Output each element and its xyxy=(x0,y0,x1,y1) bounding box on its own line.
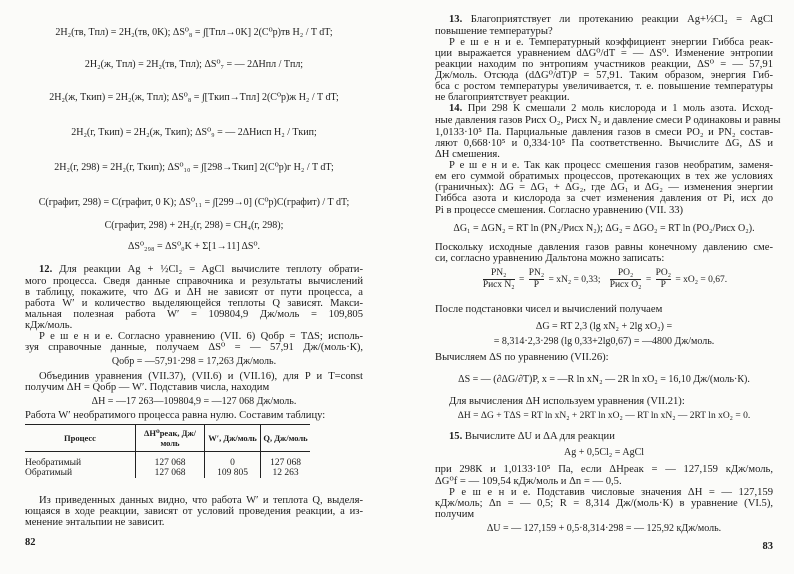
text-line: повышение температуры? xyxy=(435,26,553,37)
text-line: работа W′ и количество выделяющейся теплоты Q зависят. Макси- xyxy=(25,298,363,309)
text-line: ем его суммой обратимых процессов, протекающих в тех же условиях xyxy=(435,171,773,182)
text-line: ные давления газов Pисх O₂, Pисх N₂ и давление смеси P одинаковы и равны xyxy=(435,115,781,126)
fraction xyxy=(656,268,671,291)
column-header: ΔH⁰реак, Дж/моль xyxy=(136,425,205,452)
formula: 2H₂(г, 298) = 2H₂(г, Tкип); ΔS⁰₁₀ = ∫[298→Tкип] 2(C⁰p)г H₂ / T dT; xyxy=(54,162,334,173)
text-line: ляют 0,668·10⁵ и 0,334·10⁵ Па соответственно. Вычислите ΔG, ΔS и xyxy=(435,138,773,149)
denominator: P xyxy=(533,280,540,291)
equation: ΔH = ΔG + TΔS = RT ln xN₂ + 2RT ln xO₂ — RT ln xN₂ — 2RT ln xO₂ = 0. xyxy=(457,411,751,421)
cell: 109 805 xyxy=(205,468,261,478)
formula: C(графит, 298) + 2H₂(г, 298) = CH₄(г, 298); xyxy=(104,220,284,231)
equation: = 8,314·2,3·298 (lg 0,33+2lg0,67) = —4800 Дж/моль. xyxy=(493,336,715,347)
denominator: Pисх O₂ xyxy=(609,280,642,291)
cell: Обратимый xyxy=(25,468,73,478)
result: = xO₂ = 0,67. xyxy=(675,275,728,285)
text-line: зуя справочные данные, получаем ΔS⁰ = — 57,91 Дж/(моль·К), xyxy=(25,342,363,353)
text-line: получим ΔH = Qобр — W′. Подставив числа, находим xyxy=(25,382,270,393)
text-line: кДж/моль; Δn = — 0,5; R = 8,314 Дж/(моль·К) в уравнение (VI.5), xyxy=(435,498,773,509)
numerator: PO₂ xyxy=(655,268,672,279)
text-line: Дж/моль. Отсюда (dΔG⁰/dT)P = 57,91. Таким образом, энергия Гиб- xyxy=(435,70,773,81)
problem-number: 12. xyxy=(39,264,53,275)
numerator: PN₂ xyxy=(483,268,515,280)
table-row xyxy=(25,452,310,469)
numerator: PN₂ xyxy=(528,268,545,279)
text-line: менение энтальпии не зависит. xyxy=(25,517,165,528)
problem-number: 15. xyxy=(449,431,463,442)
cell: 12 263 xyxy=(261,468,311,478)
problem-number: 13. xyxy=(449,14,463,25)
text-line: Объединив уравнения (VII.37), (VII.6) и (VII.16), для P и T=const xyxy=(39,371,363,382)
formula: 2H₂(тв, Tпл) = 2H₂(тв, 0K); ΔS⁰₈ = ∫[Tпл→0K] 2(C⁰p)тв H₂ / T dT; xyxy=(55,27,333,38)
right-page xyxy=(435,0,781,574)
text-line: Р е ш е н и е. Так как процесс смешения газов необратим, заменя- xyxy=(449,160,773,171)
column-header: Процесс xyxy=(25,425,136,452)
text-line: реакции находим по энтропиям участников реакции, ΔS⁰ = — 57,91 xyxy=(435,59,773,70)
text-line: Р е ш е н и е. Подставив числовые значения ΔH = — 127,159 xyxy=(449,487,773,498)
equation: ΔG = RT 2,3 (lg xN₂ + 2lg xO₂) = xyxy=(535,321,673,332)
formula: 2H₂(ж, Tпл) = 2H₂(тв, Tпл); ΔS⁰₇ = — 2ΔHпл / Tпл; xyxy=(84,59,304,70)
text-line: Для вычисления ΔH используем уравнения (VII.21): xyxy=(449,396,685,407)
text: При 298 К смешали 2 моль кислорода и 1 моль азота. Исход- xyxy=(467,103,773,114)
page-number: 82 xyxy=(25,537,36,548)
table-header xyxy=(25,425,310,452)
page-number: 83 xyxy=(762,541,773,552)
result: = xN₂ = 0,33; xyxy=(548,275,601,285)
text-line: бса с ростом температуры увеличивается, т. е. повышение температуры xyxy=(435,81,773,92)
text-line: мого процесса. Сведя данные справочника и результаты вычислений xyxy=(25,276,363,287)
problem-number: 14. xyxy=(449,103,463,114)
numerator: PO₂ xyxy=(610,268,642,280)
problem-13-line xyxy=(435,14,773,25)
denominator: Pисх N₂ xyxy=(482,280,515,291)
denominator: P xyxy=(660,280,666,291)
text-line: Гиббса азота и кислорода за счет изменения давления от Pi, исх до xyxy=(435,193,773,204)
text-line: получим xyxy=(435,509,475,520)
text-line: После подстановки чисел и вычислений получаем xyxy=(435,304,663,315)
equation: Qобр = —57,91·298 = 17,263 Дж/моль. xyxy=(111,356,277,367)
text-line: Из приведенных данных видно, что работа W′ и теплота Q, выделя- xyxy=(39,495,363,506)
text-line: Pi в процессе смешения. Согласно уравнению (VII. 33) xyxy=(435,205,684,216)
left-page xyxy=(25,0,363,574)
fraction xyxy=(610,268,642,291)
text-line: ющаяся в ходе реакции, зависят от условий проведения реакции, а из- xyxy=(25,506,363,517)
text: Вычислите ΔU и ΔA для реакции xyxy=(464,431,615,442)
formula: 2H₂(г, Tкип) = 2H₂(ж, Tкип); ΔS⁰₉ = — 2ΔHисп H₂ / Tкип; xyxy=(71,127,317,138)
column-header: Q, Дж/моль xyxy=(261,425,311,452)
problem-12-line xyxy=(25,264,363,275)
text-line: ΔG⁰f = — 109,54 кДж/моль и Δn = — 0,5. xyxy=(435,476,622,487)
text: Благоприятствует ли протеканию реакции Ag+½Cl₂ = AgCl xyxy=(470,14,773,25)
text-line: Вычисляем ΔS по уравнению (VII.26): xyxy=(435,352,609,363)
formula: ΔS⁰₂₉₈ = ΔS⁰₀K + Σ[1→11] ΔS⁰. xyxy=(127,241,260,252)
cell: 127 068 xyxy=(261,452,311,469)
text-line: 1,0133·10⁵ Па. Парциальные давления газов в смеси PO₂ и PN₂ состав- xyxy=(435,127,773,138)
table-row xyxy=(25,468,310,478)
text-line: Работа W′ необратимого процесса равна нулю. Составим таблицу: xyxy=(25,410,326,421)
text-line: мальная полезная работа W′ = 109804,9 Дж/моль = 109,805 xyxy=(25,309,363,320)
equation: Ag + 0,5Cl₂ = AgCl xyxy=(563,447,645,458)
problem-15-line xyxy=(435,431,773,442)
text-line: ции выражается уравнением dΔG⁰/dT = — ΔS⁰. Изменение энтропии xyxy=(435,48,773,59)
cell: 127 068 xyxy=(136,452,205,469)
cell: 127 068 xyxy=(136,468,205,478)
cell: 0 xyxy=(205,452,261,469)
text: Для реакции Ag + ½Cl₂ = AgCl вычислите теплоту обрати- xyxy=(59,264,363,275)
text-line: ΔH смешения. xyxy=(435,149,500,160)
text-line: при 298К и 1,0133·10⁵ Па, если ΔHреак = — 127,159 кДж/моль, xyxy=(435,464,773,475)
text-line: в таблицу, покажите, что ΔG и ΔH не зависят от пути процесса, а xyxy=(25,287,363,298)
text-line: Р е ш е н и е. Температурный коэффициент энергии Гиббса реак- xyxy=(449,37,773,48)
cell: Необратимый xyxy=(25,458,82,468)
equation: ΔS = — (∂ΔG/∂T)P, x = —R ln xN₂ — 2R ln xO₂ = 16,10 Дж/(моль·К). xyxy=(458,374,750,385)
column-header: W′, Дж/моль xyxy=(205,425,261,452)
equation: ΔG₁ = ΔGN₂ = RT ln (PN₂/Pисх N₂); ΔG₂ = ΔGO₂ = RT ln (PO₂/Pисх O₂). xyxy=(453,223,755,234)
fraction xyxy=(483,268,515,291)
text-line: Поскольку исходные давления газов равны конечному давлению сме- xyxy=(435,242,773,253)
equation: ΔU = — 127,159 + 0,5·8,314·298 = — 125,92 кДж/моль. xyxy=(486,523,722,534)
fraction xyxy=(529,268,544,291)
results-table xyxy=(25,424,310,478)
text-line: кДж/моль. xyxy=(25,320,73,331)
formula: 2H₂(ж, Tкип) = 2H₂(ж, Tпл); ΔS⁰₈ = ∫[Tкип→Tпл] 2(C⁰p)ж H₂ / T dT; xyxy=(49,92,339,103)
text-line: не благоприятствует реакции. xyxy=(435,92,570,103)
text-line: (граничных): ΔG = ΔG₁ + ΔG₂, где ΔG₁ и ΔG₂ — изменения энергии xyxy=(435,182,773,193)
text-line: си, согласно уравнению Дальтона можно записать: xyxy=(435,253,665,264)
text-line: Р е ш е н и е. Согласно уравнению (VII. 6) Qобр = TΔS; исполь- xyxy=(39,331,363,342)
dalton-equation: $\frac{\text{PN₂}}{\text{Pисх N₂}}$ = $\frac{\text{PN₂}}{P}$ = xN₂ = 0,33; $\frac{\text{PO₂}}{\text{Pисх O₂}}$ = $\frac{\text{PO₂}}{P}$ = xO₂ = 0,67. xyxy=(482,268,728,291)
formula: C(графит, 298) = C(графит, 0 K); ΔS⁰₁₁ = ∫[299→0] (C⁰p)C(графит) / T dT; xyxy=(38,197,350,208)
problem-14-line xyxy=(435,103,773,114)
equation: ΔH = —17 263—109804,9 = —127 068 Дж/моль. xyxy=(91,396,297,407)
